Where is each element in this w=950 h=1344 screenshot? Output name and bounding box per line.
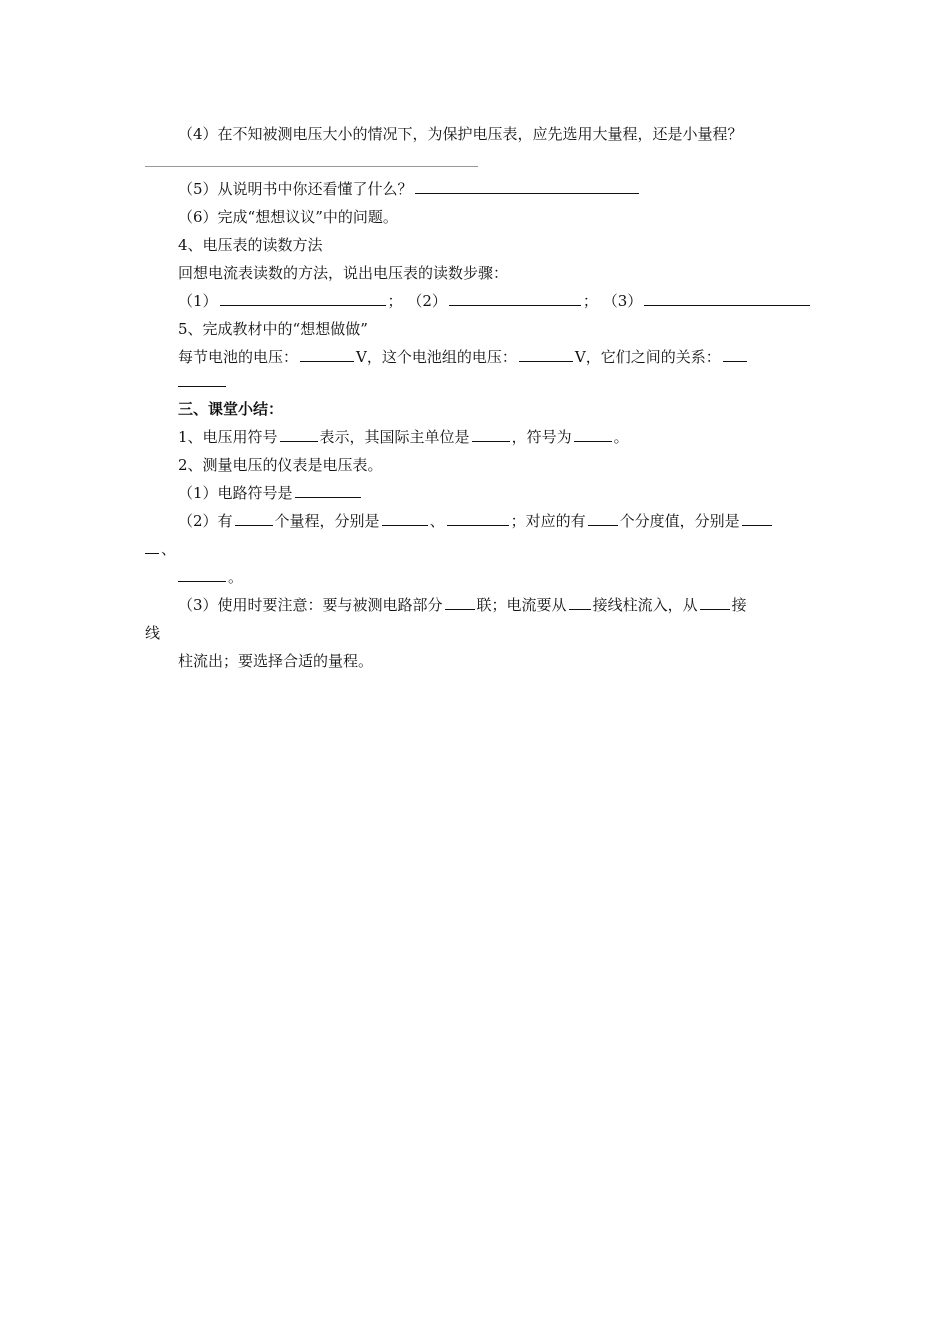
relation-label: V，它们之间的关系：	[574, 348, 721, 366]
blank-pack-voltage[interactable]	[519, 347, 573, 362]
answer-line-q4	[145, 166, 478, 167]
summary-2-1-text: （1）电路符号是	[178, 484, 293, 502]
blank-step-3[interactable]	[644, 291, 810, 306]
section-4-intro	[178, 263, 508, 285]
blank-out-terminal[interactable]	[700, 595, 730, 610]
summary-2-3-part-c: 接线柱流入，从	[592, 596, 698, 614]
question-6	[178, 207, 398, 229]
summary-item-2	[178, 455, 383, 477]
summary-2-2-part-b: 个量程，分别是	[274, 512, 380, 530]
summary-2-2-part-e: 个分度值，分别是	[619, 512, 740, 530]
blank-unit-symbol[interactable]	[574, 427, 612, 442]
reading-steps	[178, 291, 812, 313]
summary-2-2-part-f: 、	[161, 540, 177, 558]
blank-q5[interactable]	[415, 179, 639, 194]
blank-division-count[interactable]	[588, 511, 618, 526]
question-5	[178, 179, 641, 201]
battery-voltage-label: 每节电池的电压：	[178, 348, 299, 366]
summary-item-2-3-wrap	[145, 623, 160, 645]
summary-1-part-a: 1、电压用符号	[178, 428, 278, 446]
summary-item-2-2-end	[178, 567, 243, 589]
question-5-text: （5）从说明书中你还看懂了什么？	[178, 180, 413, 198]
step-3-label: （3）	[602, 292, 643, 310]
summary-1-part-c: ，符号为	[511, 428, 572, 446]
blank-division-2[interactable]	[178, 567, 226, 582]
section-4-intro-text: 回想电流表读数的方法，说出电压表的读数步骤：	[178, 264, 509, 282]
blank-si-unit[interactable]	[472, 427, 510, 442]
blank-step-1[interactable]	[220, 291, 386, 306]
summary-item-2-3-last	[178, 651, 373, 673]
summary-2-2-end: 。	[228, 568, 244, 586]
blank-cell-voltage[interactable]	[300, 347, 354, 362]
section-4-heading-text: 4、电压表的读数方法	[178, 236, 323, 254]
summary-item-2-1	[178, 483, 363, 505]
step-2-semicolon: ；	[582, 292, 598, 310]
section-4-heading	[178, 235, 323, 257]
summary-2-3-last: 柱流出；要选择合适的量程。	[178, 652, 374, 670]
blank-relation-continued[interactable]	[178, 372, 226, 387]
section-5-heading-text: 5、完成教材中的“想想做做”	[178, 320, 368, 338]
summary-2-3-wrap: 线	[145, 624, 161, 642]
summary-2-3-part-d: 接	[731, 596, 747, 614]
battery-voltage-line	[178, 347, 749, 369]
summary-2-2-part-c: 、	[429, 512, 445, 530]
battery-relation-wrap	[178, 372, 228, 394]
summary-item-1	[178, 427, 629, 449]
battery-pack-label: V，这个电池组的电压：	[356, 348, 517, 366]
step-1-semicolon: ；	[387, 292, 403, 310]
summary-item-2-2-wrap	[145, 539, 176, 561]
step-2-label: （2）	[407, 292, 447, 310]
summary-1-part-d: 。	[613, 428, 629, 446]
summary-item-2-2	[178, 511, 774, 533]
summary-item-2-3	[178, 595, 747, 617]
blank-step-2[interactable]	[449, 291, 581, 306]
blank-division-1-start[interactable]	[742, 511, 772, 526]
question-4-text: （4）在不知被测电压大小的情况下，为保护电压表，应先选用大量程，还是小量程？	[178, 125, 743, 143]
summary-2-2-part-d: ；对应的有	[510, 512, 586, 530]
blank-circuit-symbol[interactable]	[295, 483, 361, 498]
blank-range-2[interactable]	[447, 511, 509, 526]
blank-voltage-symbol[interactable]	[280, 427, 318, 442]
summary-2-text: 2、测量电压的仪表是电压表。	[178, 456, 383, 474]
summary-heading-text: 三、课堂小结：	[178, 400, 284, 418]
section-5-heading	[178, 319, 368, 341]
blank-connection-type[interactable]	[445, 595, 475, 610]
question-6-text: （6）完成“想想议议”中的问题。	[178, 208, 398, 226]
blank-range-1[interactable]	[382, 511, 428, 526]
blank-range-count[interactable]	[235, 511, 273, 526]
summary-1-part-b: 表示，其国际主单位是	[319, 428, 470, 446]
summary-2-2-part-a: （2）有	[178, 512, 233, 530]
summary-heading	[178, 399, 283, 421]
blank-relation-start[interactable]	[723, 347, 747, 362]
blank-in-terminal[interactable]	[569, 595, 591, 610]
blank-division-1-end[interactable]	[145, 539, 159, 554]
question-4	[178, 124, 743, 146]
summary-2-3-part-b: 联；电流要从	[476, 596, 567, 614]
summary-2-3-part-a: （3）使用时要注意：要与被测电路部分	[178, 596, 443, 614]
step-1-label: （1）	[178, 292, 218, 310]
